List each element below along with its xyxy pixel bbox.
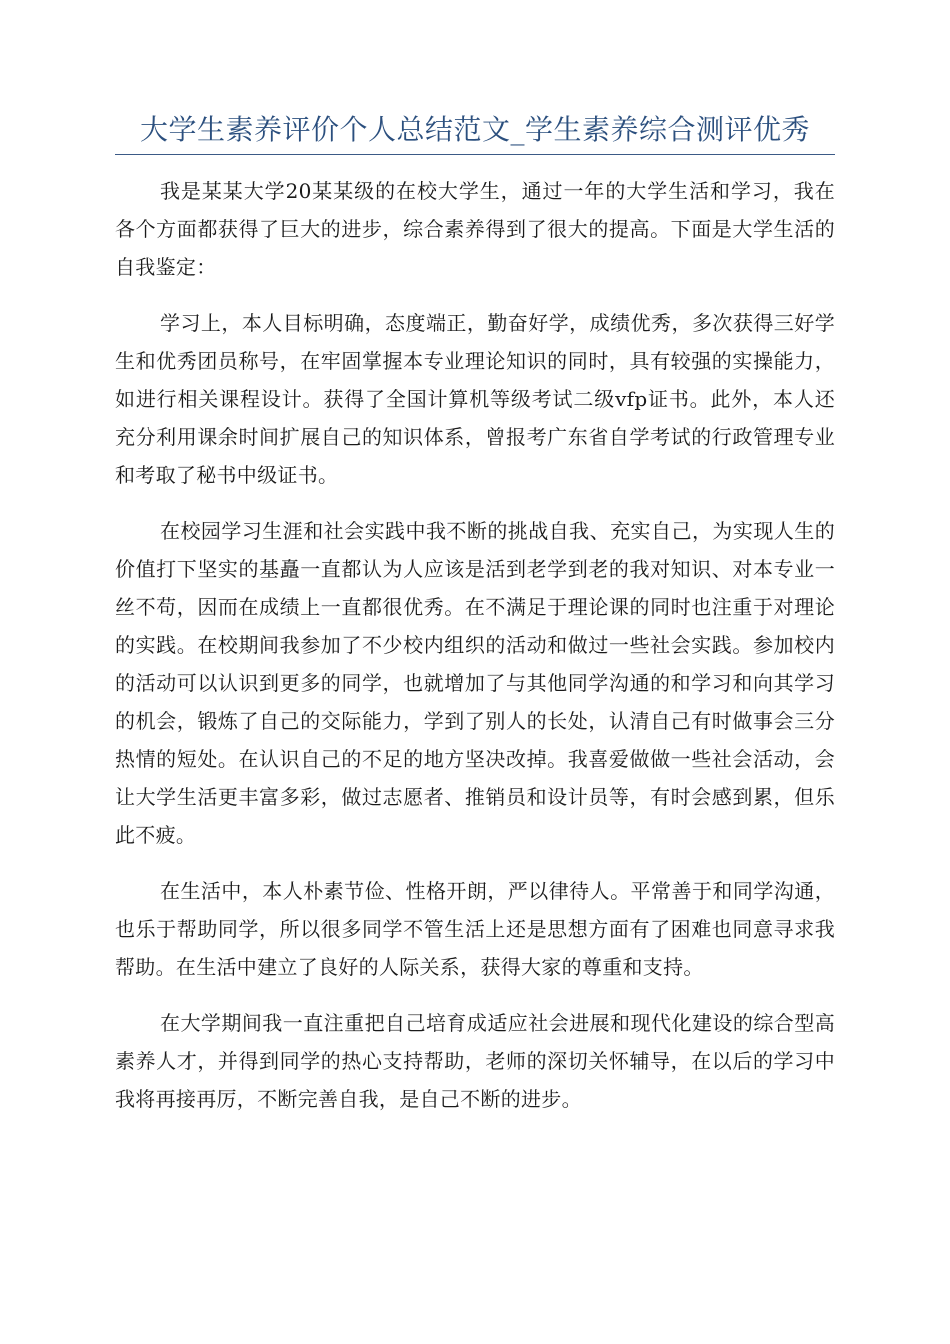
paragraph-life: 在生活中，本人朴素节俭、性格开朗，严以律待人。平常善于和同学沟通，也乐于帮助同学，所以很多同学不管生活上还是思想方面有了困难也同意寻求我帮助。在生活中建立了良好的人际关系，获得大家的尊重和支持。 bbox=[115, 879, 835, 979]
document-title: 大学生素养评价个人总结范文_学生素养综合测评优秀 bbox=[139, 113, 810, 146]
title-block bbox=[115, 110, 835, 155]
paragraph-intro: 我是某某大学20某某级的在校大学生，通过一年的大学生活和学习，我在各个方面都获得了巨大的进步，综合素养得到了很大的提高。下面是大学生活的自我鉴定： bbox=[115, 179, 835, 279]
document-body bbox=[115, 172, 835, 1136]
paragraph-conclusion: 在大学期间我一直注重把自己培育成适应社会进展和现代化建设的综合型高素养人才，并得到同学的热心支持帮助，老师的深切关怀辅导，在以后的学习中我将再接再厉，不断完善自我，是自己不断的进步。 bbox=[115, 1011, 835, 1111]
paragraph-study: 学习上，本人目标明确，态度端正，勤奋好学，成绩优秀，多次获得三好学生和优秀团员称号，在牢固掌握本专业理论知识的同时，具有较强的实操能力，如进行相关课程设计。获得了全国计算机等级考试二级vfp证书。此外，本人还充分利用课余时间扩展自己的知识体系，曾报考广东省自学考试的行政管理专业和考取了秘书中级证书。 bbox=[115, 311, 835, 487]
paragraph-practice: 在校园学习生涯和社会实践中我不断的挑战自我、充实自己，为实现人生的价值打下坚实的基矗一直都认为人应该是活到老学到老的我对知识、对本专业一丝不苟，因而在成绩上一直都很优秀。在不满足于理论课的同时也注重于对理论的实践。在校期间我参加了不少校内组织的活动和做过一些社会实践。参加校内的活动可以认识到更多的同学，也就增加了与其他同学沟通的和学习和向其学习的机会，锻炼了自己的交际能力，学到了别人的长处，认清自己有时做事会三分热情的短处。在认识自己的不足的地方坚决改掉。我喜爱做做一些社会活动，会让大学生活更丰富多彩，做过志愿者、推销员和设计员等，有时会感到累，但乐此不疲。 bbox=[115, 519, 835, 847]
